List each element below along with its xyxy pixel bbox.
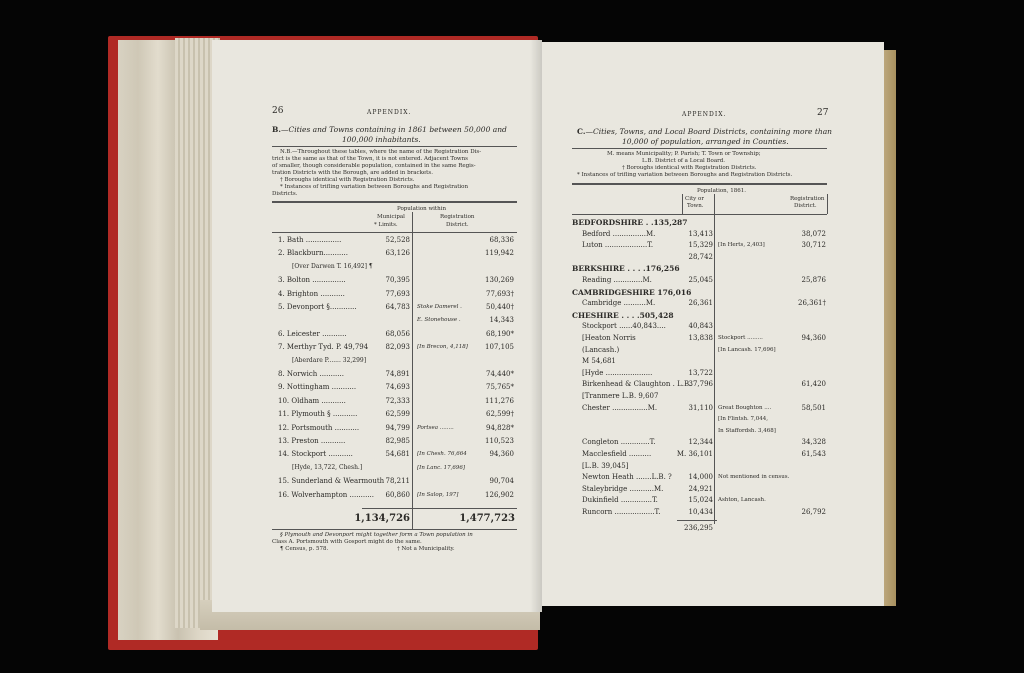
table-cell-district: 30,712 — [801, 241, 826, 250]
table-row-name: [Aberdare P....... 32,299] — [292, 356, 367, 364]
table-cell-town: 12,344 — [688, 438, 713, 447]
table-cell-note: Stoke Damerel . — [417, 304, 462, 310]
table-cell-district: 34,328 — [801, 438, 826, 447]
left-running-head: APPENDIX. — [367, 109, 412, 116]
table-cell-town: 40,843 — [688, 322, 713, 331]
county-heading: BEDFORDSHIRE . .135,287 — [572, 218, 688, 227]
table-cell-municipal: 74,693 — [385, 383, 410, 392]
table-cell-district: 110,523 — [485, 437, 514, 445]
county-heading: BERKSHIRE . . . .176,256 — [572, 264, 680, 274]
table-cell-municipal: 62,599 — [385, 410, 410, 419]
table-cell-note: [In Salop, 197] — [417, 491, 459, 498]
table-cell-district: 61,420 — [801, 380, 826, 389]
col-municipal-header: * Limits. — [374, 222, 398, 228]
table-cell-town: 25,045 — [688, 276, 713, 284]
county-heading: CHESHIRE . . . .505,428 — [572, 310, 674, 320]
table-cell-town: 37,796 — [688, 380, 713, 389]
table-cell-district: 119,942 — [485, 249, 514, 258]
table-row-name: 3. Bolton ............... — [278, 276, 346, 285]
total-rule — [362, 508, 517, 509]
header-rule — [572, 183, 827, 185]
table-cell-town: 10,434 — [688, 508, 713, 516]
table-row-name: Chester ................M. — [582, 403, 658, 412]
table-cell-note: E. Stonehouse . — [417, 317, 461, 324]
key-line: L.B. District of a Local Board. — [642, 158, 726, 164]
table-row-name: 7. Merthyr Tyd. P. 49,794 — [278, 343, 369, 352]
table-cell-district: 68,190* — [486, 329, 514, 338]
right-title-line-1: —Cities, Towns, and Local Board Districts, containing more than — [585, 127, 833, 136]
table-row-name: [Hyde ..................... — [582, 368, 653, 377]
left-page-number: 26 — [272, 106, 284, 116]
table-cell-note: Portsea ........ — [417, 424, 454, 431]
table-row-name: Luton ...................T. — [582, 241, 654, 250]
table-cell-town: 15,329 — [688, 241, 713, 250]
table-cell-municipal: 64,783 — [385, 303, 410, 311]
table-cell-town: 13,722 — [688, 368, 713, 377]
table-cell-district: 50,440† — [486, 303, 514, 311]
table-cell-district: 75,765* — [486, 383, 514, 392]
table-cell-municipal: 82,093 — [385, 343, 410, 352]
left-title-letter: B. — [272, 125, 281, 134]
table-cell-note: [In Flintsh. 7,044, — [718, 416, 769, 423]
table-cell-municipal: 74,891 — [385, 370, 410, 378]
table-cell-district: 25,876 — [801, 276, 826, 284]
table-cell-district: 26,361† — [798, 299, 826, 308]
table-row-name: Staleybridge ...........M. — [582, 484, 664, 493]
right-running-head: APPENDIX. — [682, 111, 727, 118]
note-line: of smaller, though considerable population, contained in the same Regis- — [272, 163, 476, 169]
note-line: † Boroughs identical with Registration Districts. — [280, 177, 415, 183]
left-page — [212, 40, 542, 612]
right-page-number: 27 — [817, 108, 829, 118]
footnote: † Not a Municipality. — [397, 546, 455, 552]
table-cell-district: 68,336 — [489, 236, 514, 244]
table-row-name: 14. Stockport ........... — [278, 450, 353, 459]
table-cell-district: 111,276 — [485, 396, 514, 405]
table-cell-district: 130,269 — [485, 276, 514, 285]
table-cell-municipal: 82,985 — [385, 437, 410, 445]
table-cell-municipal: 78,211 — [385, 477, 410, 486]
col-municipal-header: Municipal — [377, 214, 405, 220]
table-row-name: 11. Plymouth § ........... — [278, 410, 358, 419]
table-cell-municipal: 60,860 — [385, 490, 410, 499]
table-cell-municipal: 77,693 — [385, 289, 410, 298]
table-cell-note: [In Herts, 2,403] — [718, 242, 765, 249]
table-row-name: Reading .............M. — [582, 276, 652, 284]
col-district-header: District. — [446, 222, 469, 228]
table-row-name: 9. Nottingham ........... — [278, 383, 357, 392]
column-divider — [682, 194, 683, 214]
table-row-name: Bedford ...............M. — [582, 229, 656, 238]
table-cell-district: 90,704 — [489, 477, 514, 486]
table-row-name: Dukinfield ..............T. — [582, 496, 658, 505]
footnote: § Plymouth and Devonport might together form a Town population in — [280, 532, 473, 538]
table-row-name: 12. Portsmouth ........... — [278, 423, 360, 432]
table-cell-district: 74,440* — [486, 370, 514, 378]
table-cell-district: 126,902 — [485, 490, 514, 499]
table-row-name: Macclesfield .......... — [582, 450, 652, 458]
table-cell-district: 107,105 — [485, 343, 514, 352]
table-cell-district: 94,828* — [486, 423, 514, 432]
title-rule — [572, 148, 827, 149]
table-cell-note: In Staffordsh. 3,468] — [718, 427, 776, 434]
left-title-line-1: —Cities and Towns containing in 1861 between 50,000 and — [280, 125, 507, 134]
table-row-name: 1. Bath ................ — [278, 236, 342, 244]
total-municipal: 1,134,726 — [354, 513, 410, 524]
column-divider — [412, 212, 413, 529]
note-line: * Instances of trifling variation between Boroughs and Registration — [280, 184, 469, 190]
title-rule — [272, 146, 517, 147]
table-cell-note: [In Chesh. 76,664 — [417, 451, 467, 458]
table-cell-note: Great Boughton .... — [718, 404, 772, 411]
table-row-name: (Lancash.) — [582, 345, 620, 354]
total-town: 236,295 — [684, 524, 713, 532]
table-row-name: Runcorn ..................T. — [582, 508, 661, 516]
table-row-name: 2. Blackburn........... — [278, 249, 348, 258]
table-row-name: 4. Brighton ........... — [278, 289, 345, 298]
table-row-name: M 54,681 — [582, 357, 616, 366]
table-cell-district: 26,792 — [801, 508, 826, 516]
right-title-line-2: 10,000 of population, arranged in Counties. — [622, 137, 789, 146]
column-divider — [827, 194, 828, 214]
table-cell-municipal: 68,056 — [385, 329, 410, 338]
table-row-name: 13. Preston ........... — [278, 437, 346, 445]
table-row-name: [Over Darwen T. 16,492] ¶ — [292, 262, 373, 270]
table-row-name: Congleton .............T. — [582, 438, 656, 447]
right-title-letter: C. — [577, 127, 586, 136]
table-cell-district: 61,543 — [801, 450, 826, 458]
table-cell-town: 26,361 — [688, 299, 713, 308]
col-town-header: City or — [685, 196, 704, 202]
header-rule — [272, 201, 517, 203]
table-cell-town: 14,000 — [688, 473, 713, 482]
table-cell-district: 94,360 — [489, 450, 514, 459]
left-title-line-2: 100,000 inhabitants. — [342, 135, 421, 144]
table-row-name: 10. Oldham ........... — [278, 396, 346, 405]
left-title — [272, 126, 507, 134]
total-district: 1,477,723 — [459, 513, 515, 524]
key-line: M. means Municipality; P. Parish; T. Town or Township; — [607, 151, 761, 157]
table-row-name: 15. Sunderland & Wearmouth — [278, 477, 385, 486]
note-line: tration Districts with the Borough, are added in brackets. — [272, 170, 433, 176]
foot-rule — [272, 529, 517, 530]
footnote: Class A. Portsmouth with Gosport might do the same. — [272, 539, 422, 545]
table-row-name: [L.B. 39,045] — [582, 461, 629, 470]
total-rule — [677, 520, 717, 521]
right-page — [542, 42, 884, 606]
col-header-rule — [272, 232, 517, 233]
table-cell-town: 31,110 — [688, 403, 713, 412]
right-title — [577, 128, 832, 136]
table-cell-district: 77,693† — [486, 289, 514, 298]
table-cell-town: 13,413 — [688, 229, 713, 238]
table-cell-municipal: 52,528 — [385, 236, 410, 244]
table-row-name: Stockport ......40,843.... — [582, 322, 666, 331]
table-row-name: 5. Devonport §............ — [278, 303, 357, 311]
col-town-header: Town. — [687, 203, 704, 209]
col-district-header: Registration — [790, 196, 825, 202]
table-cell-municipal: 94,799 — [385, 423, 410, 432]
table-cell-district: 62,599† — [486, 410, 514, 419]
table-cell-district: 94,360 — [801, 334, 826, 342]
table-cell-note: Stockport ......... — [718, 335, 763, 341]
table-cell-town: 24,921 — [688, 484, 713, 493]
table-cell-town: M. 36,101 — [676, 450, 713, 458]
table-cell-note: Ashton, Lancash. — [718, 497, 766, 504]
footnote: ¶ Census, p. 578. — [280, 546, 329, 552]
col-district-header: District. — [794, 203, 817, 209]
table-cell-municipal: 70,395 — [385, 276, 410, 285]
table-row-name: 8. Norwich ........... — [278, 370, 344, 378]
table-row-name: Birkenhead & Claughton . L.B. — [582, 380, 692, 389]
table-cell-note: [In Lancash. 17,696] — [718, 346, 776, 353]
table-row-name: [Tranmere L.B. 9,607 — [582, 392, 659, 400]
key-line: * Instances of trifling variation between Boroughs and Registration Districts. — [577, 172, 793, 178]
table-row-name: 6. Leicester ........... — [278, 329, 347, 338]
table-row-name: Newton Heath .......L.B. ? — [582, 473, 672, 482]
table-cell-note: [In Lanc. 17,696] — [417, 464, 466, 471]
table-cell-district: 14,343 — [489, 316, 514, 325]
table-cell-district: 58,501 — [801, 403, 826, 412]
table-cell-municipal: 72,333 — [385, 396, 410, 405]
table-cell-town: 13,838 — [688, 334, 713, 342]
note-line: trict is the same as that of the Town, it is not entered. Adjacent Towns — [272, 156, 468, 162]
table-row-name: 16. Wolverhampton ........... — [278, 490, 375, 499]
column-divider — [714, 194, 715, 524]
col-group-header: Population within — [397, 206, 446, 212]
note-line: N.B.—Throughout these tables, where the name of the Registration Dis- — [280, 149, 482, 155]
table-cell-municipal: 63,126 — [385, 249, 410, 258]
col-header-rule — [572, 214, 827, 215]
col-district-header: Registration — [440, 214, 475, 220]
table-cell-municipal: 54,681 — [385, 450, 410, 459]
key-line: † Boroughs identical with Registration Districts. — [622, 165, 757, 171]
table-cell-town: 28,742 — [688, 252, 713, 261]
table-cell-note: [In Brecon, 4,118] — [417, 344, 468, 351]
table-cell-town: 15,024 — [688, 496, 713, 505]
table-cell-note: Not mentioned in census. — [718, 474, 790, 481]
table-row-name: [Heaton Norris — [582, 334, 636, 342]
table-row-name: [Hyde, 13,722, Chesh.] — [292, 463, 363, 471]
table-cell-district: 38,072 — [801, 229, 826, 238]
note-line: Districts. — [272, 191, 298, 197]
county-heading: CAMBRIDGESHIRE 176,016 — [572, 287, 692, 297]
col-group-header: Population, 1861. — [697, 188, 746, 194]
table-row-name: Cambridge ..........M. — [582, 299, 656, 308]
